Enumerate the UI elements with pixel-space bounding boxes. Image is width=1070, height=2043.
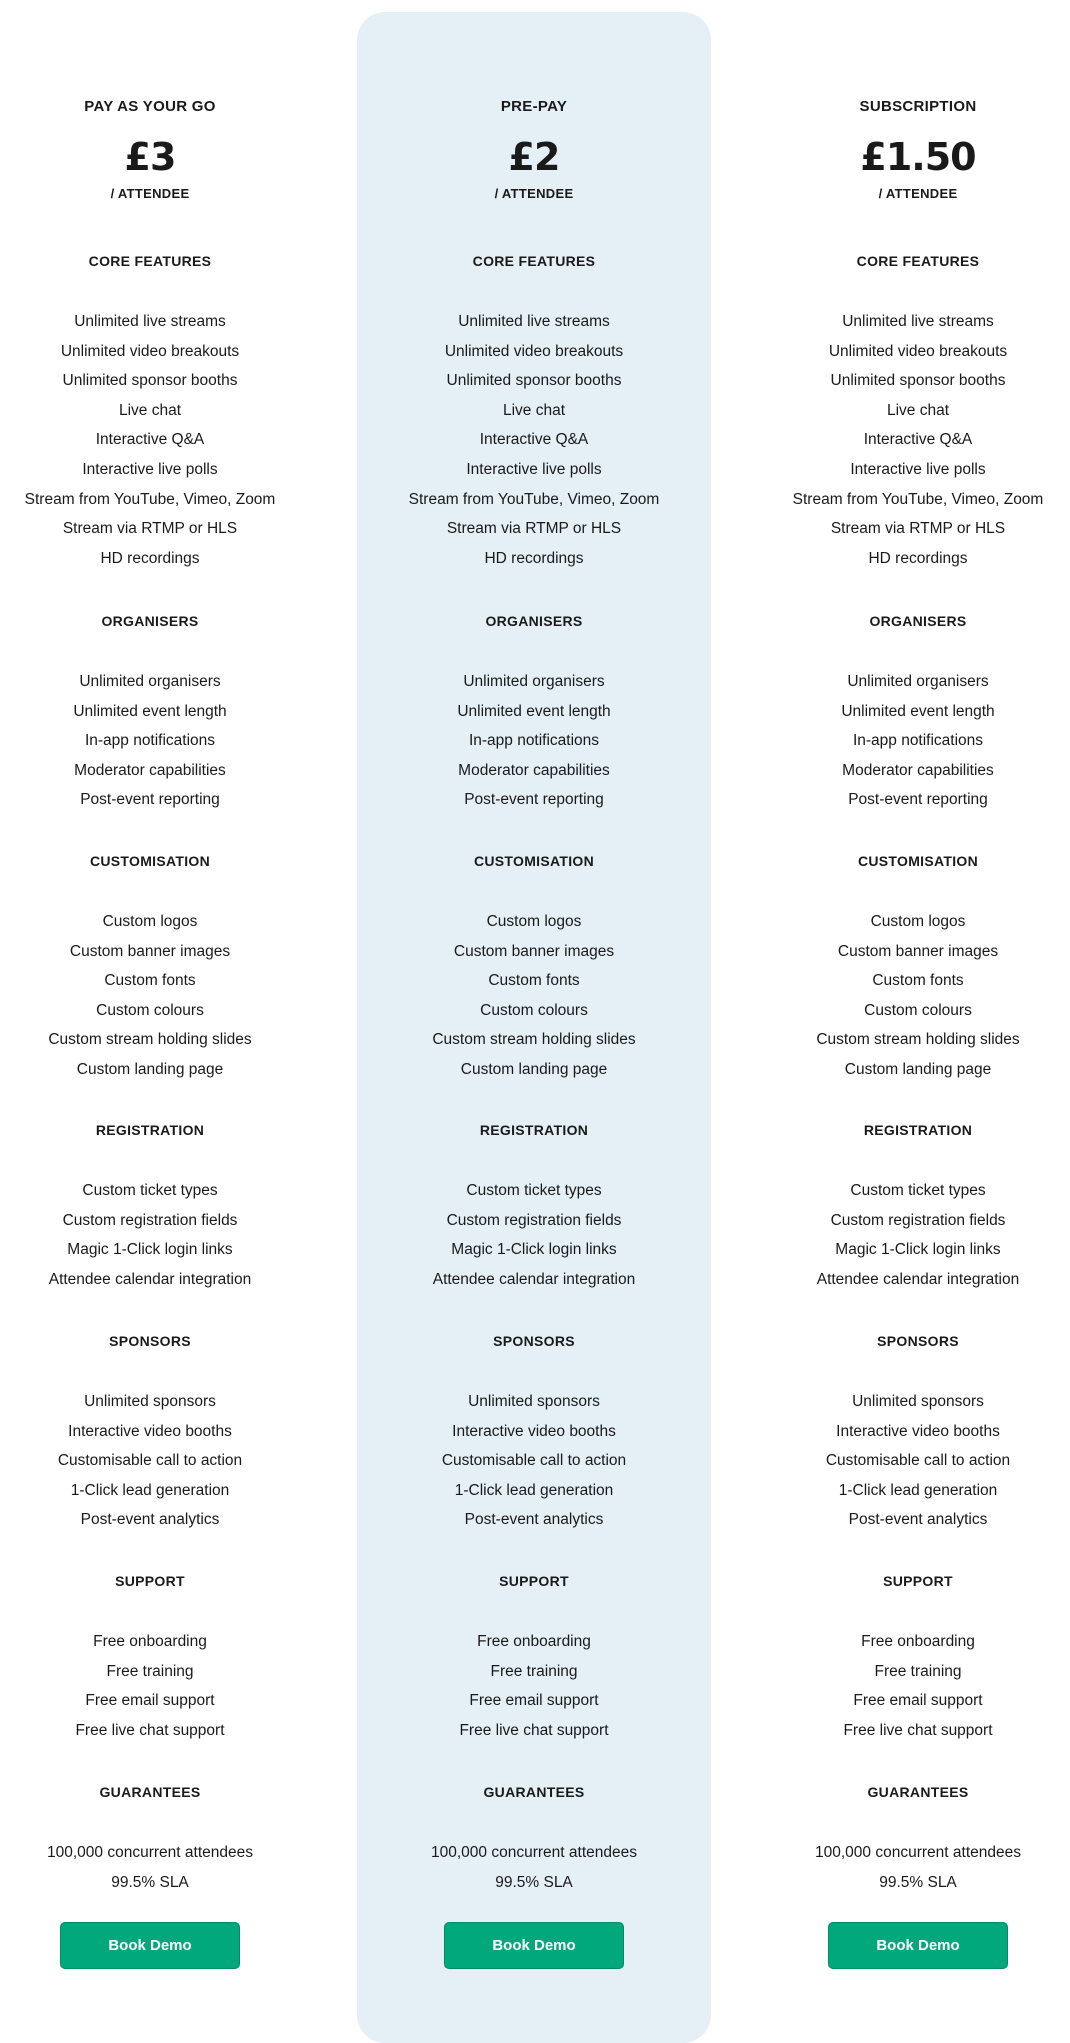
section-customisation (0, 851, 300, 1085)
section-title: SUPPORT (115, 1573, 185, 1589)
feature-list (0, 907, 300, 1085)
feature-item: Moderator capabilities (458, 761, 610, 779)
section-guarantees (768, 1782, 1068, 1897)
feature-item: Interactive live polls (466, 460, 602, 478)
feature-item: Interactive video booths (68, 1422, 232, 1440)
section-title: REGISTRATION (479, 1122, 589, 1138)
feature-item: Custom fonts (872, 972, 964, 990)
price-unit: / ATTENDEE (494, 186, 574, 201)
section-title: GUARANTEES (483, 1784, 585, 1800)
feature-item: Custom fonts (104, 972, 196, 990)
feature-list (768, 1387, 1068, 1535)
feature-list (768, 307, 1068, 573)
book-demo-button[interactable]: Book Demo (828, 1922, 1008, 1969)
feature-item: Free live chat support (459, 1721, 609, 1739)
feature-item: Interactive Q&A (863, 431, 973, 449)
plan-price: £3 (124, 135, 176, 179)
feature-list (0, 1176, 300, 1294)
feature-item: Free onboarding (477, 1633, 591, 1650)
section-title: GUARANTEES (867, 1784, 969, 1800)
feature-item: In-app notifications (84, 732, 216, 750)
section-organisers (768, 611, 1068, 815)
feature-item: Custom registration fields (830, 1211, 1006, 1229)
section-organisers (0, 611, 300, 815)
feature-list (384, 1387, 684, 1535)
section-title: REGISTRATION (95, 1122, 205, 1138)
section-core-features (768, 251, 1068, 573)
feature-item: Attendee calendar integration (432, 1270, 636, 1288)
feature-item: Unlimited sponsors (468, 1393, 600, 1410)
feature-item: Custom registration fields (62, 1211, 238, 1229)
plan-name: SUBSCRIPTION (859, 98, 977, 115)
section-title: CORE FEATURES (856, 253, 980, 269)
feature-item: Free training (490, 1662, 578, 1680)
feature-item: Post-event analytics (848, 1511, 988, 1529)
feature-item: Unlimited organisers (847, 673, 989, 690)
feature-item: Unlimited event length (841, 702, 995, 720)
feature-item: Free live chat support (843, 1721, 993, 1739)
section-title: CUSTOMISATION (89, 853, 211, 869)
feature-item: Free training (874, 1662, 962, 1680)
feature-list (384, 1838, 684, 1897)
feature-list (0, 307, 300, 573)
feature-item: Unlimited event length (457, 702, 611, 720)
section-registration (768, 1120, 1068, 1294)
feature-item: Interactive video booths (836, 1422, 1000, 1440)
section-sponsors (384, 1331, 684, 1535)
feature-item: Unlimited sponsors (852, 1393, 984, 1410)
section-organisers (384, 611, 684, 815)
feature-item: Interactive Q&A (479, 431, 589, 449)
feature-item: 1-Click lead generation (70, 1481, 230, 1499)
section-guarantees (0, 1782, 300, 1897)
section-core-features (0, 251, 300, 573)
feature-list (384, 907, 684, 1085)
feature-item: Post-event analytics (80, 1511, 220, 1529)
feature-item: Custom ticket types (82, 1182, 218, 1199)
feature-item: Custom stream holding slides (432, 1031, 636, 1049)
feature-item: Unlimited live streams (458, 313, 610, 330)
plan-price: £1.50 (860, 135, 976, 179)
plan-name: PRE-PAY (500, 98, 568, 115)
feature-item: Custom stream holding slides (48, 1031, 252, 1049)
feature-list (0, 1838, 300, 1897)
feature-list (768, 1838, 1068, 1897)
feature-item: Custom landing page (460, 1060, 608, 1078)
plan-price: £2 (508, 135, 560, 179)
feature-item: Custom ticket types (466, 1182, 602, 1199)
feature-item: Unlimited sponsor booths (62, 372, 238, 390)
feature-item: Custom logos (870, 913, 966, 930)
feature-item: Interactive live polls (82, 460, 218, 478)
feature-item: Custom stream holding slides (816, 1031, 1020, 1049)
feature-item: Stream via RTMP or HLS (62, 520, 238, 538)
section-title: ORGANISERS (485, 613, 583, 629)
feature-list (384, 307, 684, 573)
feature-item: Attendee calendar integration (816, 1270, 1020, 1288)
feature-item: Unlimited live streams (74, 313, 226, 330)
section-title: REGISTRATION (863, 1122, 973, 1138)
feature-item: Free live chat support (75, 1721, 225, 1739)
section-guarantees (384, 1782, 684, 1897)
section-registration (384, 1120, 684, 1294)
section-support (0, 1571, 300, 1745)
section-title: SUPPORT (883, 1573, 953, 1589)
section-title: CUSTOMISATION (473, 853, 595, 869)
section-title: SUPPORT (499, 1573, 569, 1589)
feature-list (768, 907, 1068, 1085)
feature-list (384, 1627, 684, 1745)
feature-item: Unlimited organisers (463, 673, 605, 690)
feature-item: Custom banner images (69, 942, 231, 960)
feature-item: Unlimited event length (73, 702, 227, 720)
feature-item: In-app notifications (468, 732, 600, 750)
section-sponsors (0, 1331, 300, 1535)
feature-item: Free training (106, 1662, 194, 1680)
feature-item: 99.5% SLA (111, 1873, 189, 1891)
feature-item: Customisable call to action (57, 1452, 243, 1470)
feature-item: In-app notifications (852, 732, 984, 750)
section-title: SPONSORS (493, 1333, 575, 1349)
feature-list (384, 1176, 684, 1294)
section-title: CORE FEATURES (472, 253, 596, 269)
feature-item: Customisable call to action (441, 1452, 627, 1470)
price-unit: / ATTENDEE (110, 186, 190, 201)
feature-item: Interactive live polls (850, 460, 986, 478)
feature-item: Free onboarding (93, 1633, 207, 1650)
feature-list (0, 1627, 300, 1745)
feature-item: Unlimited sponsors (84, 1393, 216, 1410)
feature-list (768, 1176, 1068, 1294)
section-title: SPONSORS (109, 1333, 191, 1349)
feature-item: Unlimited live streams (842, 313, 994, 330)
section-customisation (384, 851, 684, 1085)
feature-item: 1-Click lead generation (838, 1481, 998, 1499)
section-title: SPONSORS (877, 1333, 959, 1349)
feature-item: Custom logos (102, 913, 198, 930)
feature-item: Custom fonts (488, 972, 580, 990)
feature-item: Stream from YouTube, Vimeo, Zoom (408, 490, 660, 508)
feature-item: Stream via RTMP or HLS (830, 520, 1006, 538)
feature-list (0, 1387, 300, 1535)
price-unit: / ATTENDEE (878, 186, 958, 201)
book-demo-button[interactable]: Book Demo (60, 1922, 240, 1969)
section-title: ORGANISERS (101, 613, 199, 629)
feature-item: Moderator capabilities (74, 761, 226, 779)
feature-item: Interactive video booths (452, 1422, 616, 1440)
feature-item: Interactive Q&A (95, 431, 205, 449)
section-title: ORGANISERS (869, 613, 967, 629)
feature-item: Stream via RTMP or HLS (446, 520, 622, 538)
feature-item: 99.5% SLA (495, 1873, 573, 1891)
section-title: GUARANTEES (99, 1784, 201, 1800)
feature-item: Post-event reporting (80, 791, 220, 809)
feature-item: Magic 1-Click login links (835, 1241, 1001, 1259)
feature-item: 99.5% SLA (879, 1873, 957, 1891)
section-sponsors (768, 1331, 1068, 1535)
feature-item: Live chat (502, 401, 566, 419)
feature-item: Free onboarding (861, 1633, 975, 1650)
feature-item: Custom logos (486, 913, 582, 930)
feature-item: Unlimited sponsor booths (446, 372, 622, 390)
feature-item: Free email support (853, 1692, 983, 1710)
feature-item: 100,000 concurrent attendees (815, 1844, 1021, 1861)
section-title: CORE FEATURES (88, 253, 212, 269)
feature-item: Post-event analytics (464, 1511, 604, 1529)
book-demo-button[interactable]: Book Demo (444, 1922, 624, 1969)
feature-item: Custom landing page (76, 1060, 224, 1078)
feature-list (768, 667, 1068, 815)
section-core-features (384, 251, 684, 573)
feature-item: Unlimited video breakouts (60, 342, 240, 360)
feature-list (768, 1627, 1068, 1745)
feature-item: Customisable call to action (825, 1452, 1011, 1470)
feature-item: Post-event reporting (848, 791, 988, 809)
feature-item: Stream from YouTube, Vimeo, Zoom (792, 490, 1044, 508)
feature-item: Custom ticket types (850, 1182, 986, 1199)
feature-item: Custom colours (864, 1001, 972, 1019)
feature-item: Custom banner images (453, 942, 615, 960)
feature-item: HD recordings (484, 549, 584, 567)
feature-item: Live chat (118, 401, 182, 419)
feature-item: Magic 1-Click login links (451, 1241, 617, 1259)
feature-item: Unlimited sponsor booths (830, 372, 1006, 390)
feature-item: Unlimited video breakouts (444, 342, 624, 360)
feature-item: Unlimited video breakouts (828, 342, 1008, 360)
feature-item: Stream from YouTube, Vimeo, Zoom (24, 490, 276, 508)
section-title: CUSTOMISATION (857, 853, 979, 869)
feature-item: Free email support (469, 1692, 599, 1710)
feature-item: Post-event reporting (464, 791, 604, 809)
section-support (384, 1571, 684, 1745)
feature-item: Attendee calendar integration (48, 1270, 252, 1288)
section-support (768, 1571, 1068, 1745)
section-registration (0, 1120, 300, 1294)
feature-item: 1-Click lead generation (454, 1481, 614, 1499)
feature-item: Magic 1-Click login links (67, 1241, 233, 1259)
feature-item: Unlimited organisers (79, 673, 221, 690)
feature-item: Custom colours (96, 1001, 204, 1019)
feature-item: Custom landing page (844, 1060, 992, 1078)
section-customisation (768, 851, 1068, 1085)
feature-item: 100,000 concurrent attendees (431, 1844, 637, 1861)
feature-item: HD recordings (868, 549, 968, 567)
plan-name: PAY AS YOUR GO (84, 98, 216, 115)
feature-item: Moderator capabilities (842, 761, 994, 779)
feature-list (384, 667, 684, 815)
feature-item: Free email support (85, 1692, 215, 1710)
feature-list (0, 667, 300, 815)
feature-item: HD recordings (100, 549, 200, 567)
feature-item: Custom banner images (837, 942, 999, 960)
feature-item: 100,000 concurrent attendees (47, 1844, 253, 1861)
feature-item: Live chat (886, 401, 950, 419)
feature-item: Custom colours (480, 1001, 588, 1019)
feature-item: Custom registration fields (446, 1211, 622, 1229)
